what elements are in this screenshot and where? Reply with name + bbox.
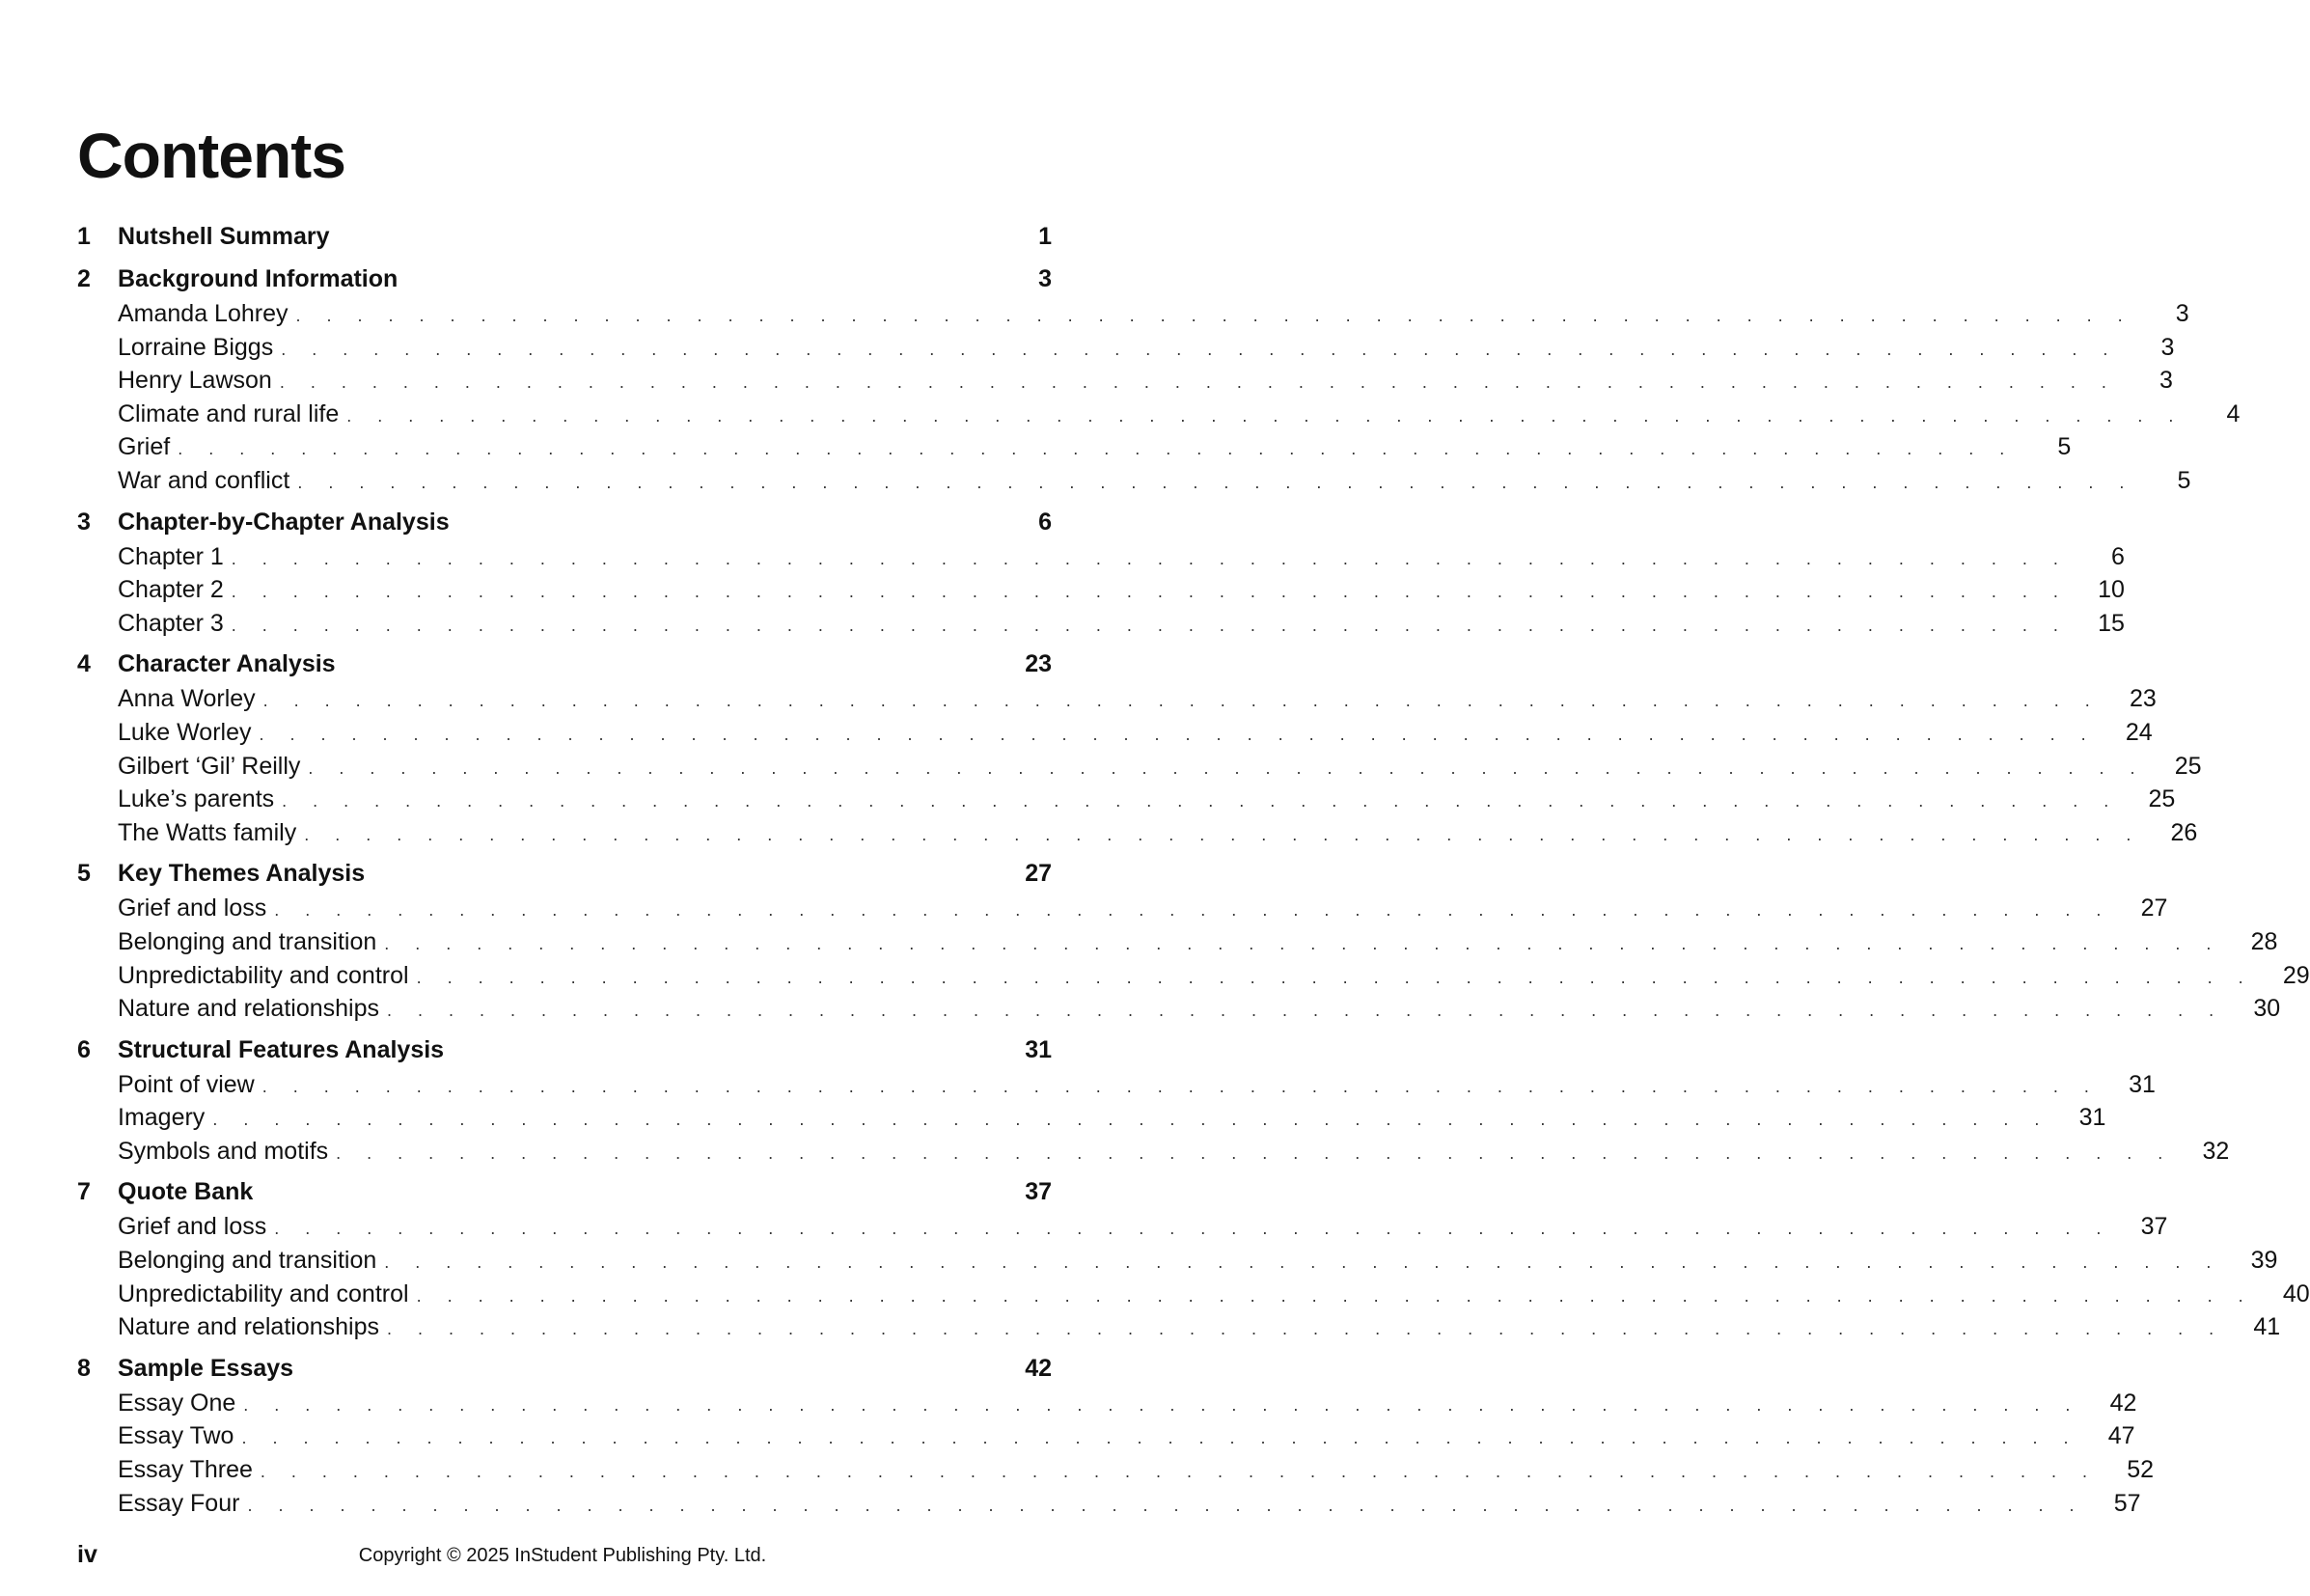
dot-leader: . . . . . . . . . . . . . . . . . . . . . . . . . . . . . . . . . . . . . . . . . . . . . . . . . . . . . . . . . . . . bbox=[274, 1219, 2112, 1239]
toc-entry[interactable] bbox=[77, 783, 2176, 816]
entry-title: Amanda Lohrey bbox=[118, 300, 289, 327]
section-number: 3 bbox=[77, 508, 91, 536]
section-page-number: 6 bbox=[1038, 508, 1052, 536]
toc-entry[interactable] bbox=[77, 959, 2310, 993]
dot-leader: . . . . . . . . . . . . . . . . . . . . . . . . . . . . . . . . . . . . . . . . . . . . . . . . . . . . . . . . . . . . bbox=[387, 1319, 2225, 1339]
toc-entry[interactable] bbox=[77, 992, 2281, 1026]
toc-section bbox=[77, 1032, 2230, 1169]
dot-leader: . . . . . . . . . . . . . . . . . . . . . . . . . . . . . . . . . . . . . . . . . . . . . . . . . . . . . . . . . . . . bbox=[384, 933, 2222, 953]
toc-section-heading[interactable] bbox=[77, 1032, 1052, 1068]
toc-entry[interactable] bbox=[77, 816, 2198, 850]
section-number: 5 bbox=[77, 860, 91, 888]
entry-page-number: 15 bbox=[2098, 609, 2125, 637]
dot-leader: . . . . . . . . . . . . . . . . . . . . . . . . . . . . . . . . . . . . . . . . . . . . . . . . . . . . . . . . . . . . bbox=[387, 1001, 2225, 1021]
toc-entry[interactable] bbox=[77, 540, 2125, 574]
dot-leader: . . . . . . . . . . . . . . . . . . . . . . . . . . . . . . . . . . . . . . . . . . . . . . . . . . . . . . . . . . . . bbox=[231, 548, 2069, 568]
entry-title: Essay Four bbox=[118, 1489, 240, 1517]
toc-entry[interactable] bbox=[77, 1487, 2141, 1521]
toc-entry-list bbox=[77, 297, 2241, 498]
toc-section-heading[interactable] bbox=[77, 1350, 1052, 1387]
toc-entry-list bbox=[77, 540, 2125, 641]
entry-page-number: 37 bbox=[2140, 1213, 2168, 1241]
dot-leader: . . . . . . . . . . . . . . . . . . . . . . . . . . . . . . . . . . . . . . . . . . . . . . . . . . . . . . . . . . . . bbox=[416, 1285, 2254, 1306]
entry-page-number: 40 bbox=[2282, 1280, 2310, 1307]
entry-title: Unpredictability and control bbox=[118, 961, 409, 989]
dot-leader: . . . . . . . . . . . . . . . . . . . . . . . . . . . . . . . . . . . . . . . . . . . . . . . . . . . . . . . . . . . . bbox=[212, 1110, 2050, 1130]
section-number: 4 bbox=[77, 650, 91, 678]
entry-page-number: 29 bbox=[2282, 961, 2310, 989]
section-title: Structural Features Analysis bbox=[118, 1035, 445, 1063]
entry-page-number: 25 bbox=[2174, 752, 2202, 780]
entry-title: Luke Worley bbox=[118, 718, 252, 746]
section-page-number: 3 bbox=[1038, 265, 1052, 292]
toc-section-heading[interactable] bbox=[77, 646, 1052, 682]
entry-title: Chapter 3 bbox=[118, 609, 224, 637]
dot-leader: . . . . . . . . . . . . . . . . . . . . . . . . . . . . . . . . . . . . . . . . . . . . . . . . . . . . . . . . . . . . bbox=[282, 791, 2120, 812]
entry-page-number: 47 bbox=[2107, 1422, 2135, 1450]
entry-title: The Watts family bbox=[118, 818, 297, 846]
entry-page-number: 32 bbox=[2202, 1137, 2230, 1165]
entry-title: Lorraine Biggs bbox=[118, 333, 274, 361]
toc-entry[interactable] bbox=[77, 1101, 2106, 1135]
section-number: 2 bbox=[77, 265, 91, 292]
dot-leader: . . . . . . . . . . . . . . . . . . . . . . . . . . . . . . . . . . . . . . . . . . . . . . . . . . . . . . . . . . . . bbox=[261, 1076, 2100, 1096]
entry-title: War and conflict bbox=[118, 466, 290, 494]
dot-leader: . . . . . . . . . . . . . . . . . . . . . . . . . . . . . . . . . . . . . . . . . . . . . . . . . . . . . . . . . . . . bbox=[260, 1462, 2099, 1482]
entry-page-number: 3 bbox=[2175, 300, 2189, 327]
dot-leader: . . . . . . . . . . . . . . . . . . . . . . . . . . . . . . . . . . . . . . . . . . . . . . . . . . . . . . . . . . . . bbox=[295, 306, 2133, 325]
toc-section-heading[interactable] bbox=[77, 218, 1052, 255]
entry-page-number: 4 bbox=[2226, 399, 2241, 427]
entry-page-number: 23 bbox=[2129, 685, 2157, 713]
toc-section-heading[interactable] bbox=[77, 504, 1052, 540]
dot-leader: . . . . . . . . . . . . . . . . . . . . . . . . . . . . . . . . . . . . . . . . . . . . . . . . . . . . . . . . . . . . bbox=[304, 824, 2142, 844]
toc-entry[interactable] bbox=[77, 682, 2157, 716]
entry-title: Grief and loss bbox=[118, 1213, 267, 1241]
entry-page-number: 24 bbox=[2125, 718, 2153, 746]
entry-title: Symbols and motifs bbox=[118, 1137, 329, 1165]
entry-page-number: 26 bbox=[2170, 818, 2198, 846]
entry-page-number: 41 bbox=[2253, 1313, 2281, 1341]
entry-title: Essay Two bbox=[118, 1422, 234, 1450]
entry-title: Nature and relationships bbox=[118, 995, 379, 1023]
entry-title: Belonging and transition bbox=[118, 927, 377, 955]
entry-page-number: 25 bbox=[2148, 785, 2176, 813]
footer-page-number: iv bbox=[77, 1541, 97, 1568]
entry-title: Imagery bbox=[118, 1104, 206, 1132]
entry-page-number: 3 bbox=[2160, 333, 2175, 361]
dot-leader: . . . . . . . . . . . . . . . . . . . . . . . . . . . . . . . . . . . . . . . . . . . . . . . . . . . . . . . . . . . . bbox=[247, 1495, 2085, 1515]
entry-title: Chapter 1 bbox=[118, 542, 224, 570]
entry-page-number: 28 bbox=[2250, 927, 2278, 955]
toc-entry[interactable] bbox=[77, 364, 2173, 398]
toc-entry-list bbox=[77, 682, 2202, 849]
entry-page-number: 5 bbox=[2177, 466, 2191, 494]
entry-title: Luke’s parents bbox=[118, 785, 275, 813]
section-page-number: 42 bbox=[1025, 1354, 1052, 1382]
toc-entry[interactable] bbox=[77, 1244, 2278, 1278]
dot-leader: . . . . . . . . . . . . . . . . . . . . . . . . . . . . . . . . . . . . . . . . . . . . . . . . . . . . . . . . . . . . bbox=[274, 900, 2112, 921]
table-of-contents bbox=[77, 218, 2310, 1526]
footer-copyright: Copyright © 2025 InStudent Publishing Pty. Ltd. bbox=[358, 1545, 767, 1566]
dot-leader: . . . . . . . . . . . . . . . . . . . . . . . . . . . . . . . . . . . . . . . . . . . . . . . . . . . . . . . . . . . . bbox=[243, 1394, 2081, 1415]
dot-leader: . . . . . . . . . . . . . . . . . . . . . . . . . . . . . . . . . . . . . . . . . . . . . . . . . . . . . . . . . . . . bbox=[279, 372, 2117, 393]
entry-page-number: 31 bbox=[2078, 1104, 2106, 1132]
entry-title: Gilbert ‘Gil’ Reilly bbox=[118, 752, 301, 780]
entry-page-number: 30 bbox=[2253, 995, 2281, 1023]
entry-title: Essay One bbox=[118, 1389, 236, 1417]
section-page-number: 1 bbox=[1038, 223, 1052, 250]
section-title: Nutshell Summary bbox=[118, 223, 330, 250]
dot-leader: . . . . . . . . . . . . . . . . . . . . . . . . . . . . . . . . . . . . . . . . . . . . . . . . . . . . . . . . . . . . bbox=[262, 691, 2101, 711]
toc-entry[interactable] bbox=[77, 1419, 2135, 1453]
dot-leader: . . . . . . . . . . . . . . . . . . . . . . . . . . . . . . . . . . . . . . . . . . . . . . . . . . . . . . . . . . . . bbox=[308, 757, 2146, 778]
toc-entry[interactable] bbox=[77, 716, 2153, 750]
section-number: 1 bbox=[77, 223, 91, 250]
toc-entry[interactable] bbox=[77, 1310, 2281, 1344]
entry-title: Grief bbox=[118, 433, 171, 461]
dot-leader: . . . . . . . . . . . . . . . . . . . . . . . . . . . . . . . . . . . . . . . . . . . . . . . . . . . . . . . . . . . . bbox=[259, 724, 2097, 744]
section-title: Character Analysis bbox=[118, 650, 336, 678]
entry-title: Climate and rural life bbox=[118, 399, 340, 427]
toc-entry[interactable] bbox=[77, 607, 2125, 641]
entry-title: Belonging and transition bbox=[118, 1247, 377, 1275]
dot-leader: . . . . . . . . . . . . . . . . . . . . . . . . . . . . . . . . . . . . . . . . . . . . . . . . . . . . . . . . . . . . bbox=[416, 967, 2254, 987]
toc-section bbox=[77, 1350, 2155, 1520]
section-page-number: 23 bbox=[1025, 650, 1052, 678]
toc-entry[interactable] bbox=[77, 1210, 2168, 1244]
toc-section bbox=[77, 504, 2125, 641]
section-page-number: 31 bbox=[1025, 1035, 1052, 1063]
toc-section bbox=[77, 261, 2241, 498]
toc-entry[interactable] bbox=[77, 331, 2175, 365]
toc-entry-list bbox=[77, 892, 2310, 1025]
entry-title: Anna Worley bbox=[118, 685, 256, 713]
dot-leader: . . . . . . . . . . . . . . . . . . . . . . . . . . . . . . . . . . . . . . . . . . . . . . . . . . . . . . . . . . . . bbox=[241, 1428, 2079, 1448]
toc-entry[interactable] bbox=[77, 1068, 2156, 1102]
toc-entry[interactable] bbox=[77, 398, 2241, 431]
dot-leader: . . . . . . . . . . . . . . . . . . . . . . . . . . . . . . . . . . . . . . . . . . . . . . . . . . . . . . . . . . . . bbox=[346, 405, 2185, 426]
toc-entry[interactable] bbox=[77, 1135, 2230, 1169]
entry-page-number: 57 bbox=[2113, 1489, 2141, 1517]
entry-page-number: 31 bbox=[2129, 1070, 2156, 1098]
toc-section bbox=[77, 646, 2202, 849]
section-page-number: 27 bbox=[1025, 860, 1052, 888]
toc-section bbox=[77, 218, 1052, 255]
entry-title: Essay Three bbox=[118, 1456, 253, 1484]
entry-title: Chapter 2 bbox=[118, 576, 224, 604]
entry-title: Point of view bbox=[118, 1070, 255, 1098]
entry-title: Unpredictability and control bbox=[118, 1280, 409, 1307]
toc-entry[interactable] bbox=[77, 892, 2168, 925]
toc-entry[interactable] bbox=[77, 925, 2278, 959]
section-title: Chapter-by-Chapter Analysis bbox=[118, 508, 450, 536]
section-page-number: 37 bbox=[1025, 1178, 1052, 1206]
section-number: 7 bbox=[77, 1178, 91, 1206]
toc-entry[interactable] bbox=[77, 430, 2072, 464]
entry-page-number: 3 bbox=[2159, 367, 2173, 395]
toc-entry[interactable] bbox=[77, 1278, 2310, 1311]
dot-leader: . . . . . . . . . . . . . . . . . . . . . . . . . . . . . . . . . . . . . . . . . . . . . . . . . . . . . . . . . . . . bbox=[231, 615, 2069, 635]
entry-title: Henry Lawson bbox=[118, 367, 272, 395]
entry-page-number: 10 bbox=[2098, 576, 2125, 604]
section-title: Sample Essays bbox=[118, 1354, 294, 1382]
toc-entry-list bbox=[77, 1210, 2310, 1343]
toc-section-heading[interactable] bbox=[77, 261, 1052, 297]
toc-entry[interactable] bbox=[77, 464, 2191, 498]
section-title: Quote Bank bbox=[118, 1178, 254, 1206]
entry-page-number: 27 bbox=[2140, 894, 2168, 922]
dot-leader: . . . . . . . . . . . . . . . . . . . . . . . . . . . . . . . . . . . . . . . . . . . . . . . . . . . . . . . . . . . . bbox=[384, 1252, 2222, 1273]
toc-entry-list bbox=[77, 1068, 2230, 1169]
toc-entry-list bbox=[77, 1387, 2155, 1520]
dot-leader: . . . . . . . . . . . . . . . . . . . . . . . . . . . . . . . . . . . . . . . . . . . . . . . . . . . . . . . . . . . . bbox=[178, 439, 2016, 459]
entry-title: Nature and relationships bbox=[118, 1313, 379, 1341]
entry-page-number: 52 bbox=[2127, 1456, 2155, 1484]
entry-page-number: 6 bbox=[2111, 542, 2125, 570]
section-title: Key Themes Analysis bbox=[118, 860, 366, 888]
toc-entry[interactable] bbox=[77, 1387, 2137, 1420]
section-title: Background Information bbox=[118, 265, 399, 292]
dot-leader: . . . . . . . . . . . . . . . . . . . . . . . . . . . . . . . . . . . . . . . . . . . . . . . . . . . . . . . . . . . . bbox=[231, 582, 2069, 602]
toc-section-heading[interactable] bbox=[77, 1173, 1052, 1210]
toc-entry[interactable] bbox=[77, 750, 2202, 784]
entry-title: Grief and loss bbox=[118, 894, 267, 922]
section-number: 8 bbox=[77, 1354, 91, 1382]
entry-page-number: 5 bbox=[2057, 433, 2072, 461]
toc-entry[interactable] bbox=[77, 1453, 2155, 1487]
entry-page-number: 39 bbox=[2250, 1247, 2278, 1275]
toc-section bbox=[77, 1173, 2310, 1343]
page-title: Contents bbox=[77, 120, 345, 191]
toc-section bbox=[77, 855, 2310, 1025]
toc-entry[interactable] bbox=[77, 573, 2125, 607]
toc-section-heading[interactable] bbox=[77, 855, 1052, 892]
dot-leader: . . . . . . . . . . . . . . . . . . . . . . . . . . . . . . . . . . . . . . . . . . . . . . . . . . . . . . . . . . . . bbox=[297, 472, 2135, 492]
entry-page-number: 42 bbox=[2109, 1389, 2137, 1417]
toc-entry[interactable] bbox=[77, 297, 2189, 331]
section-number: 6 bbox=[77, 1035, 91, 1063]
dot-leader: . . . . . . . . . . . . . . . . . . . . . . . . . . . . . . . . . . . . . . . . . . . . . . . . . . . . . . . . . . . . bbox=[281, 339, 2119, 359]
dot-leader: . . . . . . . . . . . . . . . . . . . . . . . . . . . . . . . . . . . . . . . . . . . . . . . . . . . . . . . . . . . . bbox=[336, 1142, 2174, 1163]
